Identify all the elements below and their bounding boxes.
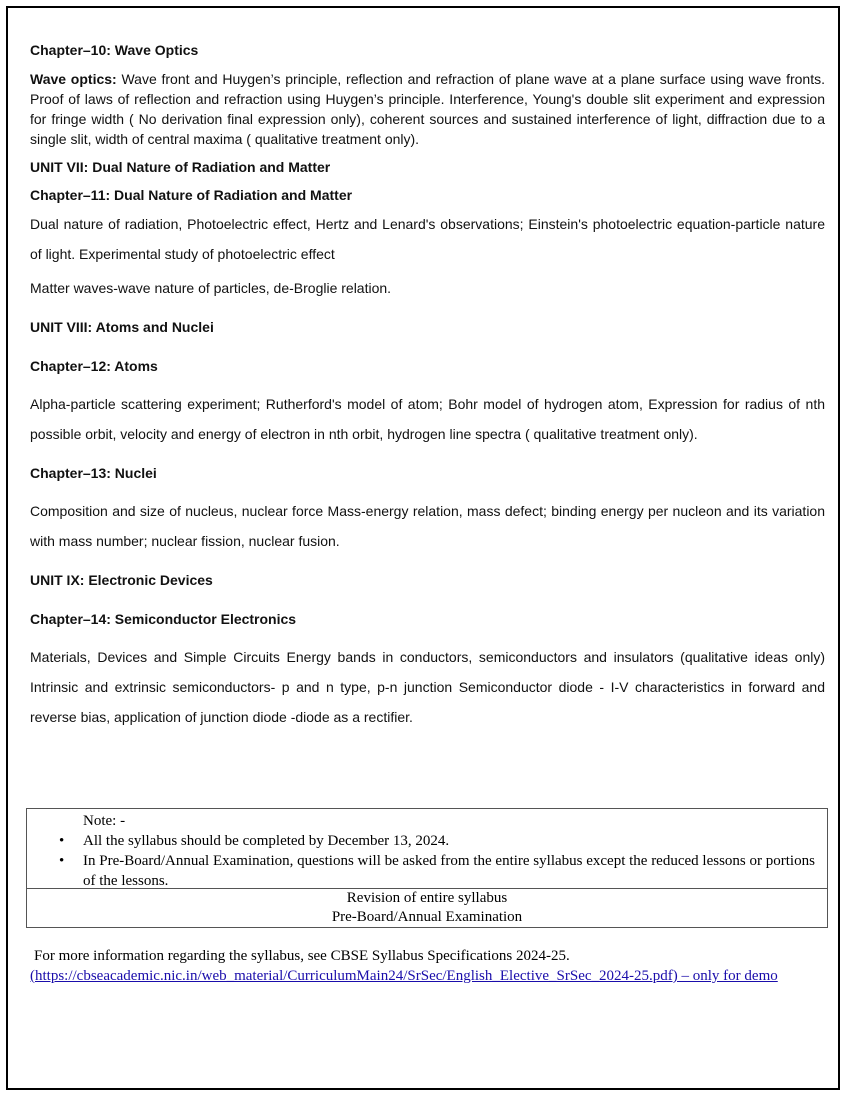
- chapter-12-body: Alpha-particle scattering experiment; Rutherford's model of atom; Bohr model of hydrogen atom, Expression for radius of nth possible orbit, velocity and energy of electron in nth orbit, hydrogen line spectra ( qualitative treatment only).: [30, 396, 825, 442]
- chapter-14-body: Materials, Devices and Simple Circuits Energy bands in conductors, semiconductors and insulators (qualitative ideas only) Intrinsic and extrinsic semiconductors- p and n type, p-n junction Semiconductor diode - I-V characteristics in forward and reverse bias, application of junction diode -diode as a rectifier.: [30, 649, 825, 725]
- footer-text: For more information regarding the syllabus, see CBSE Syllabus Specifications 2024-25.: [34, 948, 570, 964]
- unit-8-title: UNIT VIII: Atoms and Nuclei: [30, 319, 214, 335]
- note-cell: [27, 809, 827, 889]
- note-bullet-2: [59, 851, 815, 891]
- note-bullet-1: [59, 831, 815, 851]
- chapter-13-body: Composition and size of nucleus, nuclear force Mass-energy relation, mass defect; binding energy per nucleon and its variation with mass number; nuclear fission, nuclear fusion.: [30, 503, 825, 549]
- unit-9-title: UNIT IX: Electronic Devices: [30, 572, 213, 588]
- syllabus-content: [30, 38, 825, 732]
- chapter-10-body: Wave front and Huygen’s principle, reflection and refraction of plane wave at a plane surface using wave fronts. Proof of laws of reflection and refraction using Huygen’s principle. Interference, Young's double slit experiment and expression for fringe width ( No derivation final expression only), coherent sources and sustained interference of light, diffraction due to a single slit, width of central maxima ( qualitative treatment only).: [30, 71, 825, 147]
- syllabus-link[interactable]: (https://cbseacademic.nic.in/web_material/CurriculumMain24/SrSec/English_Elective_SrSec_2024-25.pdf) – only for demo: [30, 968, 778, 984]
- bullet-icon: •: [59, 833, 65, 849]
- chapter-14-title: Chapter–14: Semiconductor Electronics: [30, 611, 297, 627]
- note-bullet-text: In Pre-Board/Annual Examination, questions will be asked from the entire syllabus except the reduced lessons or portions of the lessons.: [83, 853, 815, 889]
- wave-optics-lead: Wave optics:: [30, 71, 117, 87]
- revision-cell: [27, 889, 827, 927]
- revision-line: Revision of entire syllabus: [346, 890, 508, 906]
- unit-7-title: UNIT VII: Dual Nature of Radiation and Matter: [30, 159, 331, 175]
- chapter-11-title: Chapter–11: Dual Nature of Radiation and Matter: [30, 187, 353, 203]
- chapter-10-text: [30, 69, 825, 149]
- note-bullet-text: All the syllabus should be completed by December 13, 2024.: [83, 833, 450, 849]
- footer: [30, 946, 840, 986]
- note-list: [59, 831, 815, 891]
- chapter-10-title: Chapter–10: Wave Optics: [30, 42, 199, 58]
- exam-line: Pre-Board/Annual Examination: [331, 909, 523, 925]
- note-label: Note: -: [83, 813, 126, 829]
- chapter-13-title: Chapter–13: Nuclei: [30, 465, 157, 481]
- chapter-12-title: Chapter–12: Atoms: [30, 358, 158, 374]
- note-table: [26, 808, 828, 928]
- bullet-icon: •: [59, 853, 65, 869]
- chapter-11-body-2: Matter waves-wave nature of particles, de-Broglie relation.: [30, 280, 392, 296]
- chapter-11-body: Dual nature of radiation, Photoelectric effect, Hertz and Lenard's observations; Einstein's photoelectric equation-particle nature of light. Experimental study of photoelectric effect: [30, 216, 825, 262]
